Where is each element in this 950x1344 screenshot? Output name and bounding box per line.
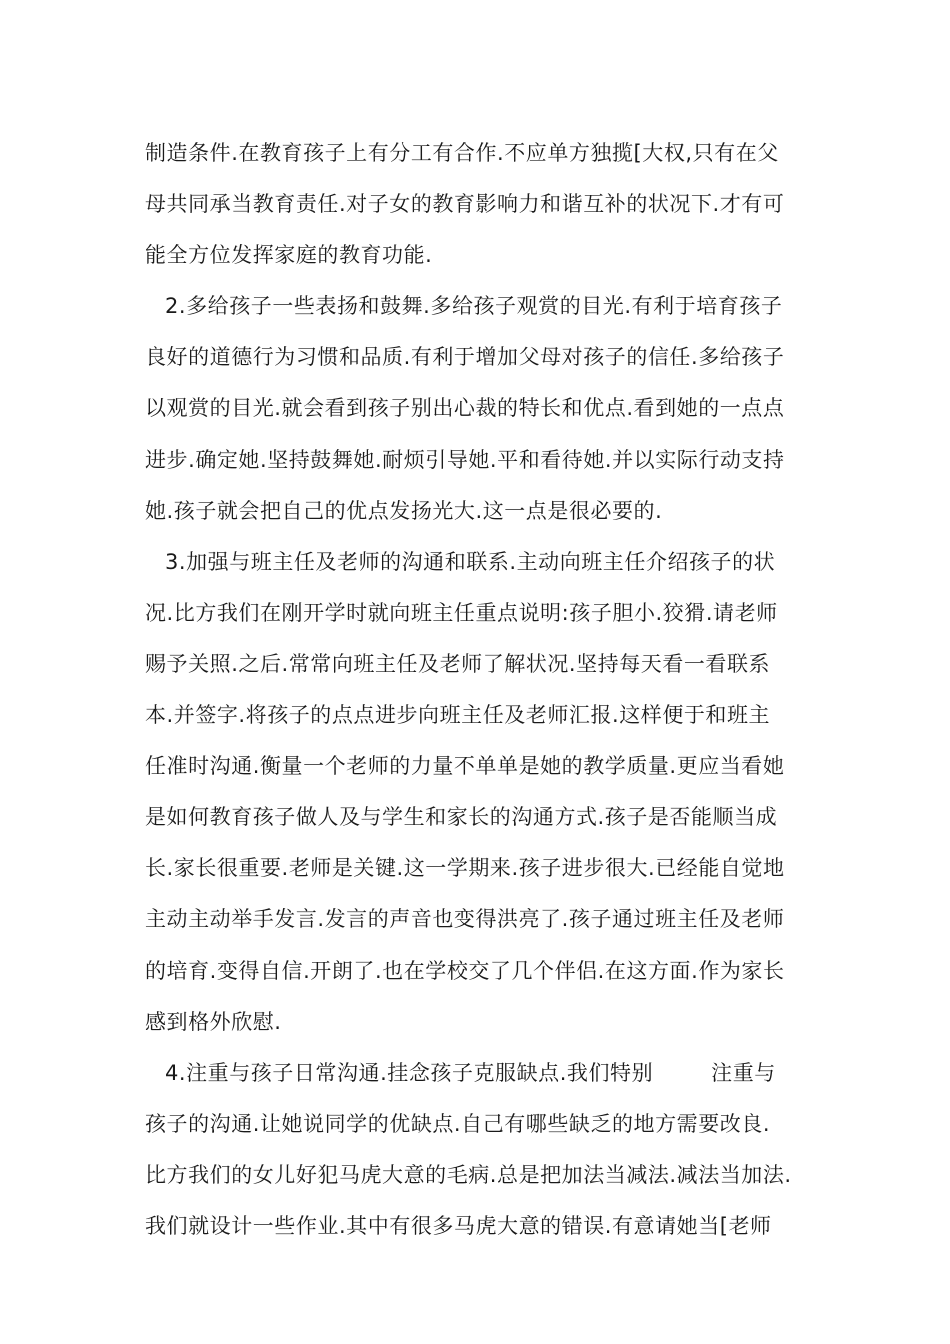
text-line: 任准时沟通.衡量一个老师的力量不单单是她的教学质量.更应当看她 <box>145 754 785 779</box>
text-line: 进步.确定她.坚持鼓舞她.耐烦引导她.平和看待她.并以实际行动支持 <box>145 447 785 472</box>
text-line: 她.孩子就会把自己的优点发扬光大.这一点是很必要的. <box>145 498 663 523</box>
text-line: 的培育.变得自信.开朗了.也在学校交了几个伴侣.在这方面.作为家长 <box>145 958 785 983</box>
text-line: 3.加强与班主任及老师的沟通和联系.主动向班主任介绍孩子的状 <box>165 549 776 574</box>
text-segment: 4.注重与孩子日常沟通.挂念孩子克服缺点.我们特别 <box>165 1060 654 1085</box>
text-line: 我们就设计一些作业.其中有很多马虎大意的错误.有意请她当[老师 <box>145 1213 772 1238</box>
text-line <box>145 1048 825 1099</box>
text-line: 赐予关照.之后.常常向班主任及老师了解状况.坚持每天看一看联系 <box>145 651 771 676</box>
text-line: 比方我们的女儿好犯马虎大意的毛病.总是把加法当减法.减法当加法. <box>145 1162 792 1187</box>
text-line: 况.比方我们在刚开学时就向班主任重点说明:孩子胆小.狡猾.请老师 <box>145 600 778 625</box>
text-segment: 注重与 <box>711 1060 776 1085</box>
text-line: 2.多给孩子一些表扬和鼓舞.多给孩子观赏的目光.有利于培育孩子 <box>165 294 783 319</box>
text-line: 本.并签字.将孩子的点点进步向班主任及老师汇报.这样便于和班主 <box>145 703 771 728</box>
text-line: 感到格外欣慰. <box>145 1009 282 1034</box>
text-line: 以观赏的目光.就会看到孩子别出心裁的特长和优点.看到她的一点点 <box>145 396 785 421</box>
text-line: 是如何教育孩子做人及与学生和家长的沟通方式.孩子是否能顺当成 <box>145 805 778 830</box>
text-line: 母共同承当教育责任.对子女的教育影响力和谐互补的状况下.才有可 <box>145 192 785 217</box>
text-line: 良好的道德行为习惯和品质.有利于增加父母对孩子的信任.多给孩子 <box>145 345 785 370</box>
body-text <box>145 128 825 1252</box>
text-line: 主动主动举手发言.发言的声音也变得洪亮了.孩子通过班主任及老师 <box>145 907 785 932</box>
text-line: 制造条件.在教育孩子上有分工有合作.不应单方独揽[大权,只有在父 <box>145 141 779 165</box>
text-line: 长.家长很重要.老师是关键.这一学期来.孩子进步很大.已经能自觉地 <box>145 856 785 881</box>
text-line: 能全方位发挥家庭的教育功能. <box>145 243 433 268</box>
text-line: 孩子的沟通.让她说同学的优缺点.自己有哪些缺乏的地方需要改良. <box>145 1111 771 1136</box>
